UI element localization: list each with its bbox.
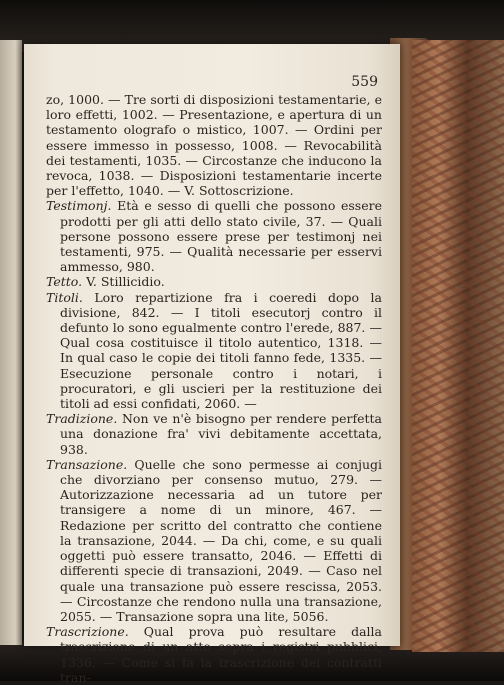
- entry-term: Tetto.: [46, 274, 83, 290]
- entry-term: Tradizione.: [46, 411, 118, 427]
- index-entry-titoli: [46, 290, 382, 412]
- entry-term: Transazione.: [46, 456, 128, 472]
- index-text: [46, 92, 382, 685]
- index-entry-testimonj: [46, 198, 382, 274]
- index-entry-tradizione: [46, 411, 382, 457]
- entry-text: V. Stillicidio.: [82, 274, 165, 290]
- entry-text: Qual prova può resultare dalla trascrizione di un atto sopra i registri pubblici, 1336. — Come si fa la trascrizione dei contratti tran-: [60, 624, 382, 685]
- entry-text: Non ve n'è bisogno per rendere perfetta una donazione fra' vivi debitamente accettata, 938.: [60, 411, 382, 457]
- index-entry-transazione: [46, 457, 382, 624]
- entry-text: zo, 1000. — Tre sorti di disposizioni testamentarie, e loro effetti, 1002. — Presentazione, e apertura di un testamento olografo o mistico, 1007. — Ordini per essere immesso in possesso, 1008. — Revocabilità dei testamenti, 1035. — Circostanze che inducono la revoca, 1038. — Disposizioni testamentarie incerte per l'effetto, 1040. — V. Sottoscrizione.: [46, 92, 382, 199]
- index-entry-trascrizione: [46, 624, 382, 685]
- book-page: [24, 44, 400, 685]
- page-number: 559: [351, 74, 378, 90]
- entry-text: Loro repartizione fra i coeredi dopo la divisione, 842. — I titoli esecutorj contro il defunto lo sono egualmente contro l'erede, 887. — Qual cosa costituisce il titolo autentico, 1318. — In qual caso le copie dei titoli fanno fede, 1335. — Esecuzione personale contro i notari, i procuratori, e gli uscieri per la restituzione dei titoli ad essi confidati, 2060. —: [60, 289, 382, 412]
- marbled-endpaper: [412, 40, 504, 652]
- entry-text: Età e sesso di quelli che possono essere prodotti per gli atti dello stato civile, 37. — Quali persone possono essere prese per testimonj nei testamenti, 975. — Qualità necessarie per esservi ammesso, 980.: [60, 198, 382, 275]
- left-page-edge: [0, 40, 22, 645]
- entry-term: Titoli.: [46, 289, 83, 305]
- index-entry-tetto: [46, 274, 382, 289]
- entry-text: Quelle che sono permesse ai conjugi che divorziano per consenso mutuo, 279. — Autorizzazione necessaria ad un tutore per transigere a nome di un minore, 467. — Redazione per scritto del contratto che contiene la transazione, 2044. — Da chi, come, e su quali oggetti può essere transatto, 2046. — Effetti di differenti specie di transazioni, 2049. — Caso nel quale una transazione può essere rescissa, 2053. — Circostanze che rendono nulla una transazione, 2055. — Transazione sopra una lite, 5056.: [60, 456, 382, 624]
- entry-term: Testimonj.: [46, 198, 112, 214]
- entry-term: Trascrizione.: [46, 624, 129, 640]
- index-entry-continuation: [46, 92, 382, 198]
